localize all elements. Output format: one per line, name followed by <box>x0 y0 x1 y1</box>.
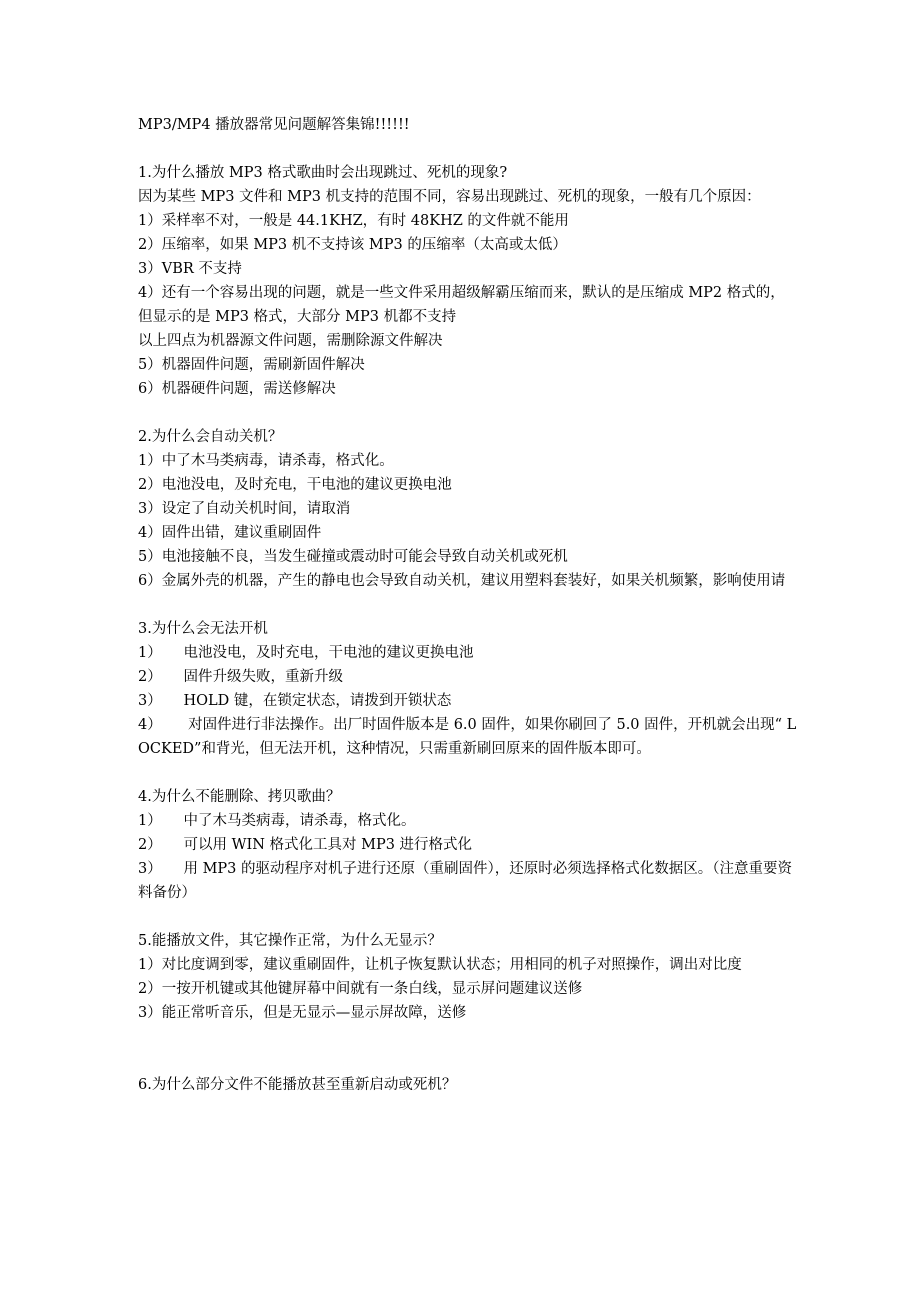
paragraph-line: 4）固件出错，建议重刷固件 <box>138 525 322 541</box>
paragraph-line: 4） 对固件进行非法操作。出厂时固件版本是 6.0 固件，如果你刷回了 5.0 固件，开机就会出现“ LOCKED”和背光，但无法开机，这种情况，只需重新刷回原来的固件版本即可。 <box>138 717 797 757</box>
paragraph-line: 2）压缩率，如果 MP3 机不支持该 MP3 的压缩率（太高或太低） <box>138 237 567 253</box>
paragraph-line: 2） 固件升级失败，重新升级 <box>138 669 343 685</box>
paragraph-line: 1）采样率不对，一般是 44.1KHZ，有时 48KHZ 的文件就不能用 <box>138 213 569 229</box>
spacer <box>138 137 798 161</box>
paragraph-line: 3）VBR 不支持 <box>138 261 242 277</box>
paragraph-line: 1）对比度调到零，建议重刷固件，让机子恢复默认状态；用相同的机子对照操作，调出对比度 <box>138 957 742 973</box>
paragraph-line: 5）机器固件问题，需刷新固件解决 <box>138 357 365 373</box>
paragraph-line: 2） 可以用 WIN 格式化工具对 MP3 进行格式化 <box>138 837 473 853</box>
paragraph-line: 3）能正常听音乐，但是无显示—显示屏故障，送修 <box>138 1005 467 1021</box>
paragraph-line: 3） 用 MP3 的驱动程序对机子进行还原（重刷固件），还原时必须选择格式化数据区。（注意重要资料备份） <box>138 861 793 901</box>
paragraph-line: 5）电池接触不良，当发生碰撞或震动时可能会导致自动关机或死机 <box>138 549 568 565</box>
paragraph-line: 4）还有一个容易出现的问题，就是一些文件采用超级解霸压缩而来，默认的是压缩成 MP2 格式的，但显示的是 MP3 格式，大部分 MP3 机都不支持 <box>138 285 785 325</box>
paragraph-line: 1） 电池没电，及时充电，干电池的建议更换电池 <box>138 645 474 661</box>
paragraph-line: 3） HOLD 键，在锁定状态，请拨到开锁状态 <box>138 693 452 709</box>
paragraph-line: 6）机器硬件问题，需送修解决 <box>138 381 336 397</box>
paragraph-line: 以上四点为机器源文件问题，需删除源文件解决 <box>138 333 443 349</box>
spacer <box>138 905 798 929</box>
paragraph-line: 因为某些 MP3 文件和 MP3 机支持的范围不同，容易出现跳过、死机的现象，一般有几个原因： <box>138 189 761 205</box>
spacer <box>138 401 798 425</box>
section-heading-5: 5.能播放文件，其它操作正常，为什么无显示？ <box>138 933 442 949</box>
spacer <box>138 761 798 785</box>
spacer <box>138 593 798 617</box>
section-heading-1: 1.为什么播放 MP3 格式歌曲时会出现跳过、死机的现象? <box>138 165 508 181</box>
section-heading-3: 3.为什么会无法开机 <box>138 621 268 637</box>
document-page <box>138 113 798 1097</box>
section-heading-2: 2.为什么会自动关机？ <box>138 429 283 445</box>
spacer <box>138 1025 798 1073</box>
paragraph-line: 1） 中了木马类病毒，请杀毒，格式化。 <box>138 813 416 829</box>
paragraph-line: 2）一按开机键或其他键屏幕中间就有一条白线，显示屏问题建议送修 <box>138 981 583 997</box>
document-title: MP3/MP4 播放器常见问题解答集锦!!!!!! <box>138 117 410 133</box>
section-heading-6: 6.为什么部分文件不能播放甚至重新启动或死机？ <box>138 1077 457 1093</box>
paragraph-line: 1）中了木马类病毒，请杀毒，格式化。 <box>138 453 394 469</box>
paragraph-line: 2）电池没电，及时充电，干电池的建议更换电池 <box>138 477 452 493</box>
section-heading-4: 4.为什么不能删除、拷贝歌曲？ <box>138 789 341 805</box>
paragraph-line: 6）金属外壳的机器，产生的静电也会导致自动关机，建议用塑料套装好，如果关机频繁，影响使用请 <box>138 573 786 589</box>
paragraph-line: 3）设定了自动关机时间，请取消 <box>138 501 351 517</box>
